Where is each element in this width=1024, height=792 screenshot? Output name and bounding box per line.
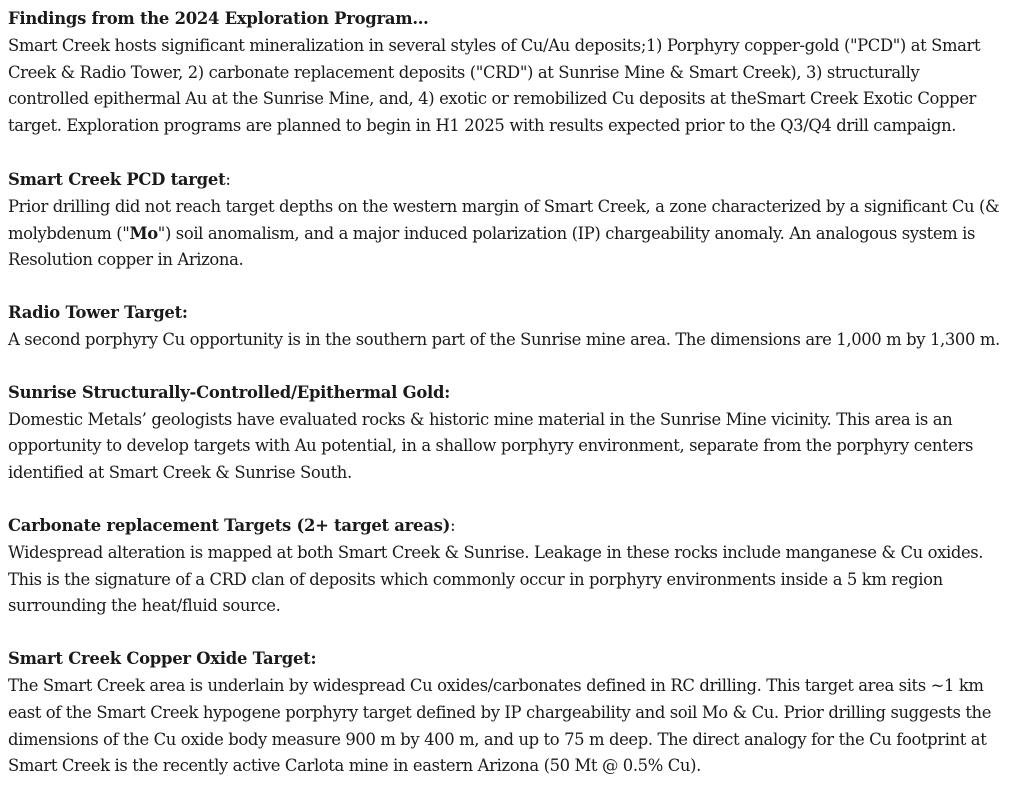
body-line: Smart Creek hosts significant mineralization in several styles of Cu/Au deposits;1) Porphyry copper-gold ("PCD") at Smart <box>8 35 981 55</box>
section-carbonate-replacement <box>8 513 1020 620</box>
body-line: A second porphyry Cu opportunity is in the southern part of the Sunrise mine area. The dimensions are 1,000 m by 1,300 m. <box>8 329 1000 349</box>
section-heading: Radio Tower Target: <box>8 303 188 323</box>
section-copper-oxide <box>8 646 1020 780</box>
body-line: dimensions of the Cu oxide body measure 900 m by 400 m, and up to 75 m deep. The direct analogy for the Cu footprint at <box>8 729 987 749</box>
section-heading-text: Smart Creek PCD target <box>8 169 226 189</box>
section-heading-text: Carbonate replacement Targets (2+ target areas) <box>8 515 451 535</box>
body-line: Creek & Radio Tower, 2) carbonate replacement deposits ("CRD") at Sunrise Mine & Smart Creek), 3) structurally <box>8 62 920 82</box>
section-body <box>8 407 1020 487</box>
body-line: east of the Smart Creek hypogene porphyry target defined by IP chargeability and soil Mo & Cu. Prior drilling suggests the <box>8 702 992 722</box>
section-heading <box>8 167 1020 194</box>
section-body <box>8 194 1020 274</box>
body-line-bold: Mo <box>129 223 158 243</box>
body-line: Smart Creek is the recently active Carlota mine in eastern Arizona (50 Mt @ 0.5% Cu). <box>8 756 701 776</box>
section-heading: Smart Creek Copper Oxide Target: <box>8 649 317 669</box>
body-line: surrounding the heat/fluid source. <box>8 596 281 616</box>
section-heading: Sunrise Structurally-Controlled/Epithermal Gold: <box>8 382 451 402</box>
body-line: This is the signature of a CRD clan of deposits which commonly occur in porphyry environments inside a 5 km region <box>8 569 943 589</box>
body-line: Domestic Metals’ geologists have evaluated rocks & historic mine material in the Sunrise Mine vicinity. This area is an <box>8 409 953 429</box>
body-line: identified at Smart Creek & Sunrise South. <box>8 463 352 483</box>
section-radio-tower <box>8 300 1020 354</box>
body-line-pre: molybdenum (" <box>8 223 130 243</box>
body-line-post: ") soil anomalism, and a major induced polarization (IP) chargeability anomaly. An analogous system is <box>157 223 976 243</box>
body-line: Prior drilling did not reach target depths on the western margin of Smart Creek, a zone characterized by a significant Cu (& <box>8 196 1000 216</box>
body-line: controlled epithermal Au at the Sunrise Mine, and, 4) exotic or remobilized Cu deposits at theSmart Creek Exotic Copper <box>8 89 976 109</box>
section-smart-creek-pcd <box>8 167 1020 274</box>
section-body <box>8 540 1020 620</box>
section-body <box>8 327 1020 354</box>
section-body <box>8 33 1020 140</box>
section-sunrise-epithermal <box>8 380 1020 487</box>
body-line: Resolution copper in Arizona. <box>8 250 244 270</box>
body-line: Widespread alteration is mapped at both Smart Creek & Sunrise. Leakage in these rocks include manganese & Cu oxides. <box>8 542 984 562</box>
body-line: opportunity to develop targets with Au potential, in a shallow porphyry environment, separate from the porphyry centers <box>8 436 974 456</box>
section-heading-suffix: : <box>225 169 231 189</box>
section-heading-suffix: : <box>450 515 456 535</box>
section-body <box>8 673 1020 780</box>
section-heading: Findings from the 2024 Exploration Program… <box>8 9 429 28</box>
body-line: target. Exploration programs are planned to begin in H1 2025 with results expected prior to the Q3/Q4 drill campaign. <box>8 116 957 136</box>
body-line <box>8 221 1020 248</box>
section-findings <box>8 6 1020 140</box>
body-line: The Smart Creek area is underlain by widespread Cu oxides/carbonates defined in RC drilling. This target area sits ~1 km <box>8 675 984 695</box>
section-heading <box>8 513 1020 540</box>
